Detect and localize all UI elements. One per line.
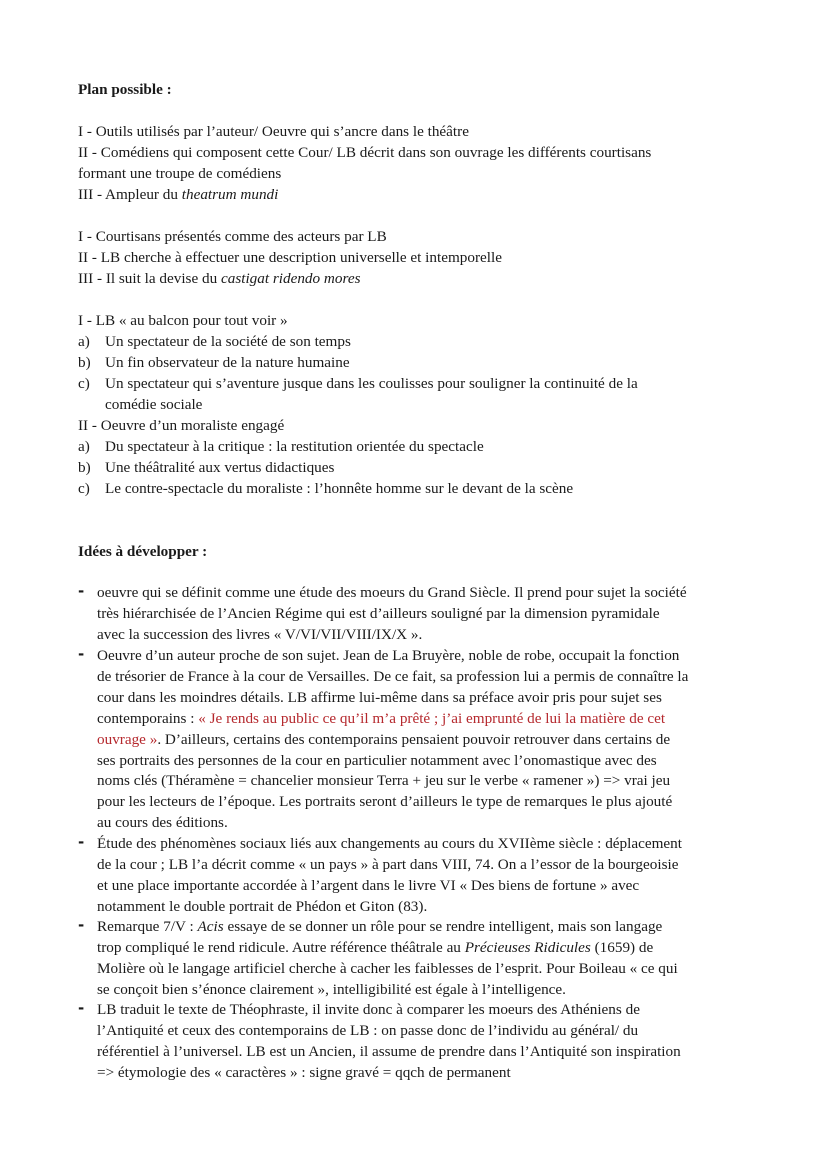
plan-title: Plan possible : xyxy=(78,81,172,98)
text-line: pour les lecteurs de l’époque. Les portraits seront d’ailleurs le type de remarques le plus ajouté xyxy=(97,793,673,811)
text-line: avec la succession des livres « V/VI/VII/VIII/IX/X ». xyxy=(97,625,423,643)
plan1-line-4 xyxy=(78,185,278,206)
list-marker: a) xyxy=(78,438,90,455)
plan1-line-4-italic: theatrum mundi xyxy=(181,186,279,203)
list-marker: c) xyxy=(78,375,90,392)
plan3-part1: I - LB « au balcon pour tout voir » xyxy=(78,312,288,329)
text-line: de trésorier de France à la cour de Versailles. De ce fait, sa profession lui a permis de connaître la xyxy=(97,667,689,685)
text-run: Remarque 7/V : xyxy=(97,918,198,935)
list-text: Du spectateur à la critique : la restitution orientée du spectacle xyxy=(105,438,484,455)
list-text: comédie sociale xyxy=(105,396,203,413)
bullet-text xyxy=(97,646,757,834)
bullet-text xyxy=(97,1000,757,1084)
plan2-line-3 xyxy=(78,269,360,290)
list-text: Une théâtralité aux vertus didactiques xyxy=(105,459,335,476)
bullet-text xyxy=(97,583,757,646)
plan3-part2: II - Oeuvre d’un moraliste engagé xyxy=(78,417,285,434)
plan2-line-3-text: III - Il suit la devise du xyxy=(78,270,221,287)
text-line: cour dans les moindres détails. LB affirme lui-même dans sa préface avoir pris pour sujet ses xyxy=(97,688,662,706)
text-line: ses portraits des personnes de la cour en particulier notamment avec l’onomastique avec des xyxy=(97,751,657,769)
text-line xyxy=(97,938,757,959)
plan1-line-2: II - Comédiens qui composent cette Cour/ LB décrit dans son ouvrage les différents courtisans xyxy=(78,144,652,161)
text-run: essaye de se donner un rôle pour se rendre intelligent, mais son langage xyxy=(223,918,663,935)
plan2-line-1: I - Courtisans présentés comme des acteurs par LB xyxy=(78,228,387,245)
list-text: Un fin observateur de la nature humaine xyxy=(105,354,350,371)
text-line: noms clés (Théramène = chancelier monsieur Terra + jeu sur le verbe « ramener ») => vrai jeu xyxy=(97,772,671,790)
text-run: (1659) de xyxy=(590,938,654,956)
plan2-line-2: II - LB cherche à effectuer une description universelle et intemporelle xyxy=(78,249,502,266)
quote-text: ouvrage » xyxy=(97,730,158,748)
italic-text: Acis xyxy=(197,918,224,935)
bullet-dash: - xyxy=(78,582,85,600)
plan2-line-3-italic: castigat ridendo mores xyxy=(220,270,361,287)
list-marker: b) xyxy=(78,354,91,371)
list-marker: a) xyxy=(78,333,90,350)
list-text: Un spectateur de la société de son temps xyxy=(105,333,351,350)
bullet-dash: - xyxy=(78,833,85,851)
text-line: de la cour ; LB l’a décrit comme « un pays » à part dans VIII, 74. On a l’essor de la bourgeoisie xyxy=(97,855,679,873)
text-run: contemporains : xyxy=(97,709,199,727)
text-line: au cours des éditions. xyxy=(97,814,228,832)
text-line: oeuvre qui se définit comme une étude des moeurs du Grand Siècle. Il prend pour sujet la société xyxy=(97,584,687,601)
text-line: notamment le double portrait de Phédon et Giton (83). xyxy=(97,897,428,915)
bullet-text xyxy=(97,834,757,918)
text-line: => étymologie des « caractères » : signe gravé = qqch de permanent xyxy=(97,1063,511,1081)
text-line xyxy=(97,730,757,751)
text-line: LB traduit le texte de Théophraste, il invite donc à comparer les moeurs des Athéniens de xyxy=(97,1001,640,1018)
bullet-dash: - xyxy=(78,645,85,663)
ideas-title: Idées à développer : xyxy=(78,543,208,560)
bullet-dash: - xyxy=(78,916,85,934)
text-line: et une place importante accordée à l’argent dans le livre VI « Des biens de fortune » avec xyxy=(97,876,640,894)
text-line: Oeuvre d’un auteur proche de son sujet. Jean de La Bruyère, noble de robe, occupait la fonction xyxy=(97,647,680,664)
text-line: l’Antiquité et ceux des contemporains de LB : on passe donc de l’individu au général/ du xyxy=(97,1021,639,1039)
italic-text: Précieuses Ridicules xyxy=(464,938,591,956)
text-run: trop compliqué le rend ridicule. Autre référence théâtrale au xyxy=(97,938,465,956)
text-run: . D’ailleurs, certains des contemporains pensaient pouvoir retrouver dans certains de xyxy=(157,730,671,748)
text-line xyxy=(97,709,757,730)
list-text: Un spectateur qui s’aventure jusque dans les coulisses pour souligner la continuité de la xyxy=(105,375,638,392)
text-line: se conçoit bien s’énonce clairement », intelligibilité est égale à l’intelligence. xyxy=(97,980,566,998)
text-line: référentiel à l’universel. LB est un Ancien, il assume de prendre dans l’Antiquité son inspiration xyxy=(97,1042,681,1060)
text-line: Molière où le langage artificiel cherche à cacher les faiblesses de l’esprit. Pour Boileau « ce qui xyxy=(97,959,678,977)
text-line: Étude des phénomènes sociaux liés aux changements au cours du XVIIème siècle : déplacement xyxy=(97,835,682,852)
bullet-text xyxy=(97,917,757,1001)
plan1-line-3: formant une troupe de comédiens xyxy=(78,165,282,182)
text-line: très hiérarchisée de l’Ancien Régime qui est d’ailleurs souligné par la dimension pyramidale xyxy=(97,604,660,622)
list-marker: b) xyxy=(78,459,91,476)
plan1-line-4-text: III - Ampleur du xyxy=(78,186,182,203)
list-marker: c) xyxy=(78,480,90,497)
quote-text: « Je rends au public ce qu’il m’a prêté ; j’ai emprunté de lui la matière de cet xyxy=(198,709,666,727)
plan1-line-1: I - Outils utilisés par l’auteur/ Oeuvre qui s’ancre dans le théâtre xyxy=(78,123,469,140)
list-text: Le contre-spectacle du moraliste : l’honnête homme sur le devant de la scène xyxy=(105,480,574,497)
bullet-dash: - xyxy=(78,999,85,1017)
text-line xyxy=(97,917,757,938)
